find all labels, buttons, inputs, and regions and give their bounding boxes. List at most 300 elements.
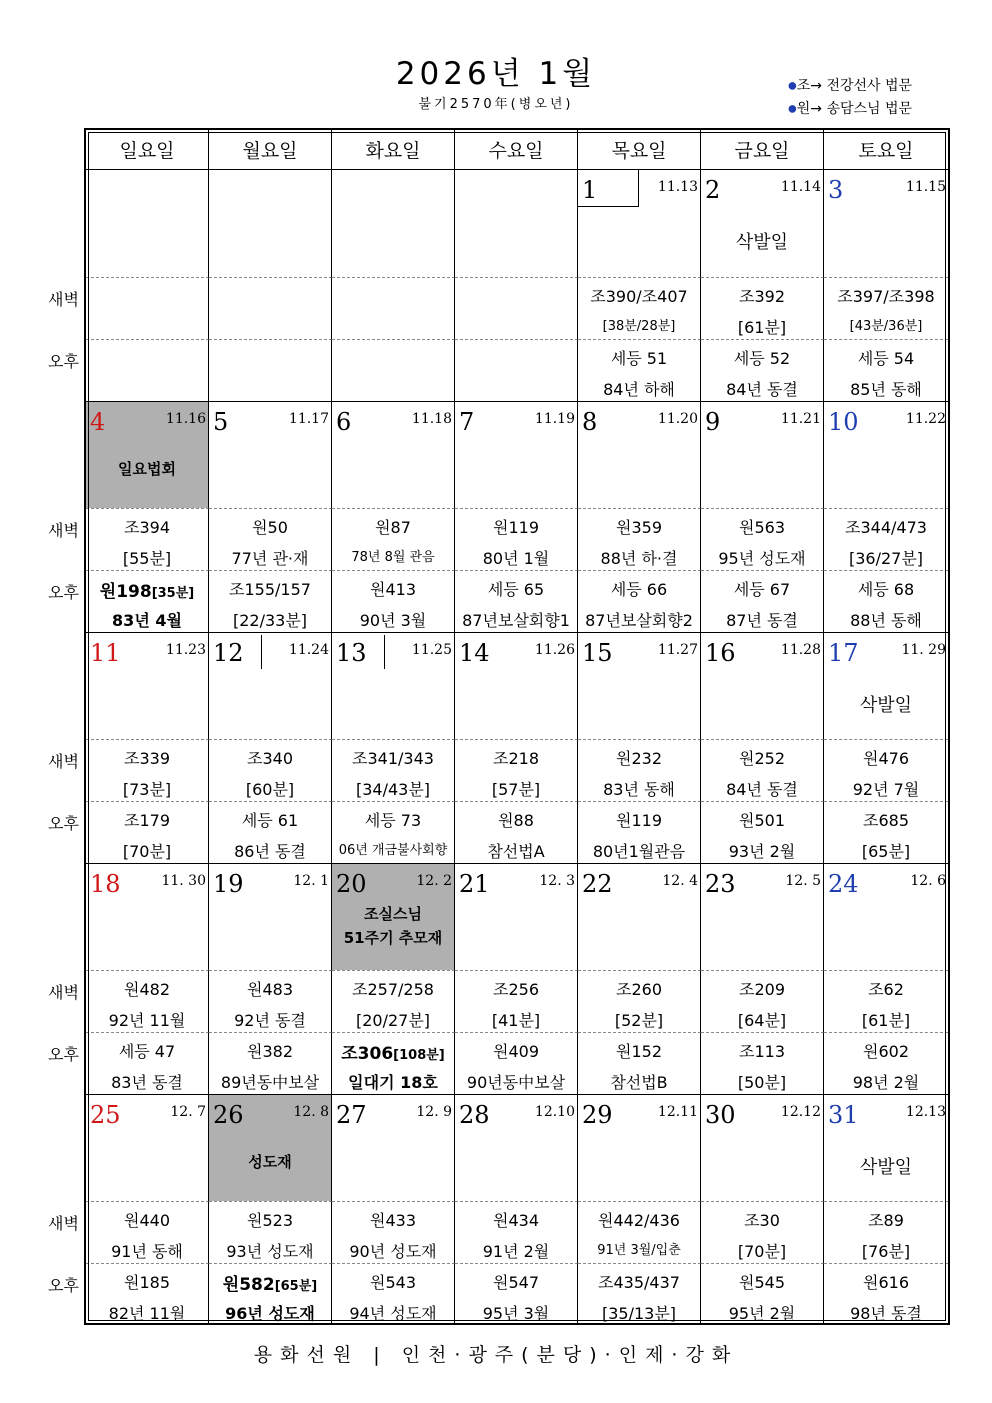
dawn-lecture[interactable] — [578, 1201, 701, 1263]
lecture-code-text: 원152 — [616, 1042, 662, 1061]
lecture-code-text: 원616 — [863, 1273, 909, 1292]
afternoon-lecture[interactable] — [86, 1032, 209, 1094]
lecture-code — [701, 977, 823, 1000]
lecture-detail: 91년 2월 — [482, 1242, 550, 1261]
dawn-lecture[interactable] — [455, 970, 578, 1032]
lecture-code — [455, 746, 577, 769]
lecture-detail: [34/43분] — [355, 780, 431, 799]
lecture-detail: [38분/28분] — [602, 319, 676, 334]
day-cell[interactable] — [209, 1095, 332, 1201]
dawn-lecture[interactable] — [86, 970, 209, 1032]
day-cell[interactable] — [86, 1095, 209, 1201]
afternoon-lecture[interactable] — [332, 1263, 455, 1325]
afternoon-lecture[interactable] — [824, 339, 948, 401]
lecture-code — [701, 577, 823, 600]
day-cell[interactable] — [701, 170, 824, 277]
lecture-detail: 98년 2월 — [852, 1073, 920, 1092]
lecture-code-text: 조209 — [739, 980, 785, 999]
lecture-code-text: 원582 — [222, 1275, 275, 1295]
dawn-lecture[interactable] — [209, 739, 332, 801]
afternoon-lecture[interactable] — [701, 801, 824, 863]
dawn-lecture[interactable] — [824, 739, 948, 801]
afternoon-lecture[interactable] — [578, 570, 701, 632]
afternoon-lecture[interactable] — [332, 1032, 455, 1094]
dawn-lecture[interactable] — [824, 277, 948, 339]
lecture-detail: [61분] — [737, 318, 787, 337]
lecture-code-text: 원359 — [616, 518, 662, 537]
dawn-lecture[interactable] — [455, 277, 578, 339]
afternoon-lecture[interactable] — [455, 570, 578, 632]
row-label-afternoon: 오후 — [48, 1045, 79, 1064]
day-cell[interactable] — [332, 170, 455, 277]
lecture-duration: [108분] — [393, 1048, 445, 1063]
afternoon-lecture[interactable] — [332, 570, 455, 632]
dawn-lecture[interactable] — [578, 970, 701, 1032]
event-note-line: 51주기 추모재 — [343, 929, 443, 947]
lecture-detail: [65분] — [861, 842, 911, 861]
lecture-detail: [41분] — [491, 1011, 541, 1030]
dawn-lecture[interactable] — [701, 1201, 824, 1263]
lecture-code-text: 원602 — [863, 1042, 909, 1061]
lunar-date: 11.14 — [780, 179, 821, 195]
lecture-code — [701, 346, 823, 369]
lunar-date: 11.18 — [411, 411, 452, 427]
lecture-code-text: 원119 — [493, 518, 539, 537]
dawn-lecture[interactable] — [578, 277, 701, 339]
lecture-code — [455, 1039, 577, 1062]
day-number: 1 — [582, 176, 598, 204]
lecture-code — [209, 1039, 331, 1062]
afternoon-lecture[interactable] — [824, 1032, 948, 1094]
lecture-code — [824, 515, 948, 538]
lecture-detail: 90년 3월 — [359, 611, 427, 630]
day-cell[interactable] — [86, 633, 209, 739]
afternoon-lecture[interactable] — [209, 570, 332, 632]
lecture-code-text: 원50 — [252, 518, 288, 537]
lecture-code-text: 조218 — [493, 749, 539, 768]
lecture-detail: 84년 동결 — [726, 780, 798, 799]
afternoon-lecture[interactable] — [455, 339, 578, 401]
afternoon-lecture[interactable] — [578, 801, 701, 863]
day-cell[interactable] — [86, 864, 209, 970]
day-cell[interactable] — [578, 170, 701, 277]
afternoon-lecture[interactable] — [455, 1263, 578, 1325]
lecture-code — [578, 515, 700, 538]
lecture-code-text: 세등 54 — [857, 349, 915, 368]
lunar-date: 11.20 — [657, 411, 698, 427]
lecture-code-text: 세등 47 — [118, 1042, 176, 1061]
dawn-lecture[interactable] — [86, 1201, 209, 1263]
day-number: 31 — [828, 1101, 859, 1129]
day-cell[interactable] — [455, 170, 578, 277]
lecture-code — [209, 515, 331, 538]
bullet-icon: ● — [788, 103, 797, 115]
afternoon-lecture[interactable] — [332, 339, 455, 401]
lecture-code — [209, 808, 331, 831]
lecture-detail: 93년 2월 — [728, 842, 796, 861]
day-number: 19 — [213, 870, 244, 898]
lunar-date: 11.15 — [905, 179, 946, 195]
lunar-date: 11.25 — [411, 642, 452, 658]
day-cell[interactable] — [455, 633, 578, 739]
dawn-lecture[interactable] — [701, 508, 824, 570]
day-cell[interactable] — [455, 864, 578, 970]
afternoon-lecture[interactable] — [824, 801, 948, 863]
dawn-lecture[interactable] — [332, 739, 455, 801]
lecture-code — [824, 1039, 948, 1062]
day-cell[interactable] — [824, 633, 948, 739]
afternoon-lecture[interactable] — [824, 570, 948, 632]
lecture-code — [209, 1208, 331, 1231]
lunar-date: 12. 9 — [416, 1104, 452, 1120]
event-note — [86, 457, 208, 481]
event-note — [332, 902, 454, 950]
lecture-code-text: 원547 — [493, 1273, 539, 1292]
lecture-code-text: 조113 — [739, 1042, 785, 1061]
day-number: 10 — [828, 408, 859, 436]
lecture-detail: 95년 3월 — [482, 1304, 550, 1323]
lecture-code-text: 조341/343 — [352, 749, 434, 768]
lecture-code — [578, 808, 700, 831]
day-cell[interactable] — [332, 1095, 455, 1201]
day-number: 30 — [705, 1101, 736, 1129]
lecture-detail: 91년 동해 — [111, 1242, 183, 1261]
day-cell[interactable] — [824, 170, 948, 277]
afternoon-lecture[interactable] — [209, 1263, 332, 1325]
weekday-header: 수요일 — [455, 130, 578, 170]
day-cell[interactable] — [824, 1095, 948, 1201]
lecture-detail: 88년 하·결 — [600, 549, 678, 568]
afternoon-lecture[interactable] — [578, 339, 701, 401]
lecture-detail: 88년 동해 — [850, 611, 922, 630]
lecture-code-text: 조394 — [124, 518, 170, 537]
lecture-code-text: 원232 — [616, 749, 662, 768]
lecture-code — [209, 746, 331, 769]
lecture-detail: [76분] — [861, 1242, 911, 1261]
dawn-lecture[interactable] — [209, 277, 332, 339]
lecture-code-text: 조397/조398 — [837, 287, 935, 306]
dawn-lecture[interactable] — [701, 277, 824, 339]
day-number: 29 — [582, 1101, 613, 1129]
lecture-code-text: 원483 — [247, 980, 293, 999]
lecture-code-text: 조306 — [341, 1044, 394, 1064]
dawn-lecture[interactable] — [209, 970, 332, 1032]
lecture-code — [209, 977, 331, 1000]
lecture-detail: 90년동中보살 — [466, 1073, 566, 1092]
afternoon-lecture[interactable] — [701, 1032, 824, 1094]
day-number: 14 — [459, 639, 490, 667]
cell-marker — [384, 635, 385, 669]
lecture-code — [332, 1039, 454, 1064]
afternoon-lecture[interactable] — [86, 570, 209, 632]
lecture-detail: 96년 성도재 — [225, 1304, 315, 1323]
day-cell[interactable] — [578, 402, 701, 508]
day-note: 삭발일 — [859, 695, 913, 716]
dawn-lecture[interactable] — [86, 508, 209, 570]
lecture-code — [86, 746, 208, 769]
dawn-lecture[interactable] — [86, 739, 209, 801]
dawn-lecture[interactable] — [86, 277, 209, 339]
lunar-date: 12. 5 — [785, 873, 821, 889]
lunar-date: 12. 3 — [539, 873, 575, 889]
afternoon-lecture[interactable] — [455, 801, 578, 863]
day-note: 삭발일 — [735, 232, 789, 253]
event-note-line: 조실스님 — [364, 905, 422, 923]
dawn-lecture[interactable] — [578, 508, 701, 570]
row-label-dawn: 새벽 — [48, 983, 79, 1002]
lecture-detail: 77년 관·재 — [231, 549, 309, 568]
lecture-code — [86, 977, 208, 1000]
dawn-lecture[interactable] — [701, 739, 824, 801]
day-number: 13 — [336, 639, 367, 667]
lunar-date: 11.22 — [905, 411, 946, 427]
lecture-code — [86, 515, 208, 538]
lecture-code-text: 조62 — [868, 980, 904, 999]
lunar-date: 12. 8 — [293, 1104, 329, 1120]
lecture-code — [86, 577, 208, 602]
day-number: 2 — [705, 176, 721, 204]
afternoon-lecture[interactable] — [701, 1263, 824, 1325]
lunar-date: 11.23 — [165, 642, 206, 658]
lecture-code-text: 조257/258 — [352, 980, 434, 999]
legend-item-jo — [788, 75, 912, 95]
lecture-code-text: 원413 — [370, 580, 416, 599]
lecture-code — [824, 746, 948, 769]
dawn-lecture[interactable] — [332, 1201, 455, 1263]
lecture-code-text: 세등 61 — [241, 811, 299, 830]
day-cell[interactable] — [86, 170, 209, 277]
lecture-detail: 06년 개금불사회향 — [338, 843, 448, 858]
day-cell[interactable] — [701, 402, 824, 508]
afternoon-lecture[interactable] — [86, 339, 209, 401]
weekday-header: 토요일 — [824, 130, 948, 170]
lecture-code-text: 조390/조407 — [590, 287, 688, 306]
lecture-detail: 참선법B — [610, 1073, 668, 1092]
day-cell[interactable] — [578, 633, 701, 739]
afternoon-lecture[interactable] — [209, 801, 332, 863]
row-label-afternoon: 오후 — [48, 583, 79, 602]
lecture-code — [332, 1270, 454, 1293]
lecture-code — [701, 515, 823, 538]
dawn-lecture[interactable] — [578, 739, 701, 801]
lecture-code — [578, 977, 700, 1000]
day-cell[interactable] — [824, 864, 948, 970]
day-cell[interactable] — [332, 633, 455, 739]
lecture-code-text: 원434 — [493, 1211, 539, 1230]
lecture-detail: [36/27분] — [848, 549, 924, 568]
legend-label: 원→ 송담스님 법문 — [796, 101, 913, 117]
afternoon-lecture[interactable] — [824, 1263, 948, 1325]
day-number: 17 — [828, 639, 859, 667]
lecture-code — [578, 1208, 700, 1231]
lecture-detail: 참선법A — [487, 842, 545, 861]
day-number: 12 — [213, 639, 244, 667]
lecture-code — [455, 1270, 577, 1293]
lecture-detail: 84년 하해 — [603, 380, 675, 399]
day-cell[interactable] — [209, 402, 332, 508]
day-note: 삭발일 — [859, 1157, 913, 1178]
day-number: 26 — [213, 1101, 244, 1129]
dawn-lecture[interactable] — [332, 277, 455, 339]
lecture-code-text: 세등 65 — [487, 580, 545, 599]
lunar-date: 12. 1 — [293, 873, 329, 889]
lecture-code-text: 원252 — [739, 749, 785, 768]
lecture-detail: [43분/36분] — [849, 319, 923, 334]
dawn-lecture[interactable] — [209, 508, 332, 570]
dawn-lecture[interactable] — [701, 970, 824, 1032]
lecture-detail: 94년 성도재 — [349, 1304, 437, 1323]
day-cell[interactable] — [824, 402, 948, 508]
lecture-detail: 82년 11월 — [108, 1304, 186, 1323]
day-cell[interactable] — [578, 864, 701, 970]
lunar-date: 12. 6 — [910, 873, 946, 889]
dawn-lecture[interactable] — [455, 739, 578, 801]
lecture-code-text: 원119 — [616, 811, 662, 830]
lecture-detail: 87년보살회향1 — [462, 611, 570, 630]
lecture-code-text: 원501 — [739, 811, 785, 830]
lecture-detail: 87년보살회향2 — [585, 611, 693, 630]
lecture-detail: [20/27분] — [355, 1011, 431, 1030]
lecture-code-text: 원433 — [370, 1211, 416, 1230]
lecture-code-text: 세등 52 — [733, 349, 791, 368]
lecture-detail: 80년1월관음 — [592, 842, 686, 861]
weekday-header: 일요일 — [86, 130, 209, 170]
afternoon-lecture[interactable] — [578, 1032, 701, 1094]
lecture-detail: 84년 동결 — [726, 380, 798, 399]
afternoon-lecture[interactable] — [701, 339, 824, 401]
day-cell[interactable] — [332, 864, 455, 970]
row-label-dawn: 새벽 — [48, 752, 79, 771]
day-cell[interactable] — [578, 1095, 701, 1201]
dawn-lecture[interactable] — [455, 1201, 578, 1263]
day-cell[interactable] — [455, 1095, 578, 1201]
lecture-code-text: 원545 — [739, 1273, 785, 1292]
dawn-lecture[interactable] — [824, 508, 948, 570]
lecture-code — [455, 515, 577, 538]
day-number: 11 — [90, 639, 121, 667]
day-cell[interactable] — [209, 170, 332, 277]
lunar-date: 11.16 — [165, 411, 206, 427]
lecture-code — [824, 808, 948, 831]
afternoon-lecture[interactable] — [209, 1032, 332, 1094]
row-label-afternoon: 오후 — [48, 814, 79, 833]
day-cell[interactable] — [86, 402, 209, 508]
afternoon-lecture[interactable] — [86, 1263, 209, 1325]
afternoon-lecture[interactable] — [209, 339, 332, 401]
lecture-code — [332, 808, 454, 831]
calendar-grid — [84, 128, 950, 1325]
lecture-code-text: 조89 — [868, 1211, 904, 1230]
lecture-detail: 92년 11월 — [108, 1011, 186, 1030]
lecture-code — [824, 977, 948, 1000]
legend-item-won — [788, 98, 912, 118]
lecture-code-text: 원442/436 — [598, 1211, 680, 1230]
lecture-detail: [22/33분] — [232, 611, 308, 630]
lecture-code — [578, 746, 700, 769]
lecture-detail: 90년 성도재 — [349, 1242, 437, 1261]
lunar-date: 11. 30 — [161, 873, 206, 889]
dawn-lecture[interactable] — [824, 970, 948, 1032]
dawn-lecture[interactable] — [455, 508, 578, 570]
lunar-date: 12.13 — [905, 1104, 946, 1120]
day-number: 20 — [336, 870, 367, 898]
afternoon-lecture[interactable] — [455, 1032, 578, 1094]
day-cell[interactable] — [701, 633, 824, 739]
lecture-code-text: 조256 — [493, 980, 539, 999]
dawn-lecture[interactable] — [824, 1201, 948, 1263]
afternoon-lecture[interactable] — [332, 801, 455, 863]
day-cell[interactable] — [209, 633, 332, 739]
day-cell[interactable] — [701, 1095, 824, 1201]
dawn-lecture[interactable] — [332, 508, 455, 570]
afternoon-lecture[interactable] — [86, 801, 209, 863]
lecture-detail: 80년 1월 — [482, 549, 550, 568]
lecture-code-text: 세등 51 — [610, 349, 668, 368]
lecture-code-text: 조685 — [863, 811, 909, 830]
lecture-code-text: 조392 — [739, 287, 785, 306]
lecture-code — [455, 1208, 577, 1231]
lecture-detail: 일대기 18호 — [348, 1073, 438, 1092]
lunar-date: 12.11 — [657, 1104, 698, 1120]
day-cell[interactable] — [209, 864, 332, 970]
lecture-detail: [35/13분] — [601, 1304, 677, 1323]
lecture-code — [86, 1039, 208, 1062]
day-number: 16 — [705, 639, 736, 667]
lecture-code — [824, 284, 948, 307]
afternoon-lecture[interactable] — [578, 1263, 701, 1325]
lecture-detail: [70분] — [122, 842, 172, 861]
lunar-date: 11.26 — [534, 642, 575, 658]
day-cell[interactable] — [332, 402, 455, 508]
lunar-date: 11.21 — [780, 411, 821, 427]
lunar-date: 11.24 — [288, 642, 329, 658]
day-cell[interactable] — [701, 864, 824, 970]
lunar-date: 11.19 — [534, 411, 575, 427]
event-note-line: 성도재 — [248, 1153, 292, 1171]
afternoon-lecture[interactable] — [701, 570, 824, 632]
page-title: 2026년 1월 — [395, 56, 597, 92]
lecture-code-text: 세등 73 — [364, 811, 422, 830]
lecture-code-text: 원88 — [498, 811, 534, 830]
lecture-detail: 98년 동결 — [850, 1304, 922, 1323]
lecture-detail: 83년 4월 — [112, 611, 182, 630]
lecture-code-text: 세등 67 — [733, 580, 791, 599]
lecture-code-text: 원198 — [99, 582, 152, 602]
lecture-code — [578, 577, 700, 600]
lunar-date: 11.27 — [657, 642, 698, 658]
lecture-duration: [35분] — [151, 586, 195, 601]
lecture-detail: 78년 8월 관음 — [351, 550, 435, 565]
day-number: 8 — [582, 408, 598, 436]
lunar-date: 12.12 — [780, 1104, 821, 1120]
lecture-code — [578, 284, 700, 307]
lecture-detail: 95년 2월 — [728, 1304, 796, 1323]
day-cell[interactable] — [455, 402, 578, 508]
lecture-code — [209, 1270, 331, 1295]
lecture-code — [701, 1039, 823, 1062]
legend-label: 조→ 전강선사 법문 — [796, 78, 913, 94]
lecture-code-text: 조435/437 — [598, 1273, 680, 1292]
lecture-code — [701, 746, 823, 769]
dawn-lecture[interactable] — [332, 970, 455, 1032]
lecture-code — [701, 808, 823, 831]
footer-text: 용화선원 | 인천·광주(분당)·인제·강화 — [253, 1344, 739, 1366]
dawn-lecture[interactable] — [209, 1201, 332, 1263]
lecture-code — [209, 577, 331, 600]
lecture-detail: 85년 동해 — [850, 380, 922, 399]
event-note — [209, 1150, 331, 1174]
row-label-afternoon: 오후 — [48, 1276, 79, 1295]
